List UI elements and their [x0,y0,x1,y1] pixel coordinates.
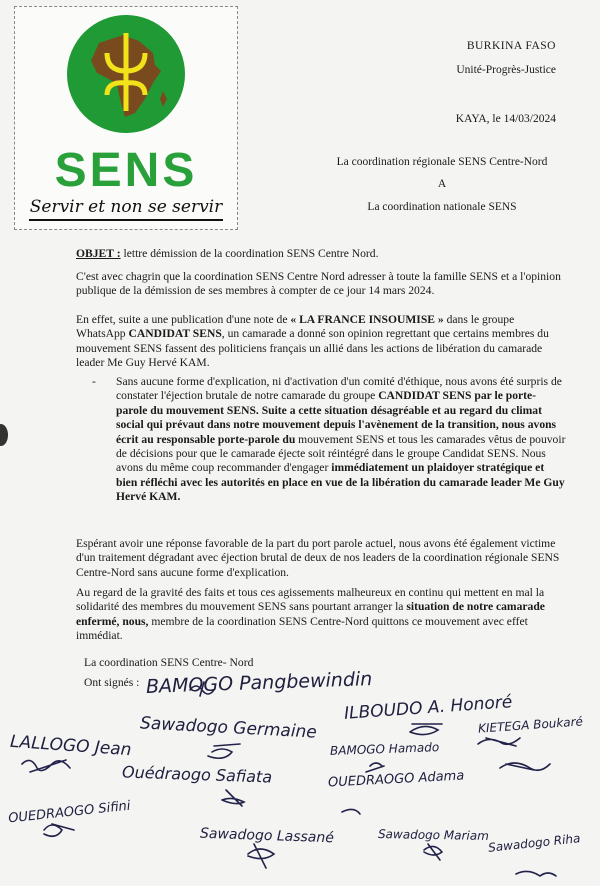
text-run-bold: CANDIDAT SENS [128,327,222,341]
signature-name: LALLOGO Jean [9,731,133,761]
text-run: Sans aucune forme d'explication, ni d'activation d'un comité d'éthique, nous avons été surpris de constater l'éjection brutale de notre camarade du groupe [116,375,562,403]
bullet-dash: - [92,375,96,388]
text-run: En effet, suite a une publication d'une note de [76,313,291,326]
text-run: dans le groupe WhatsApp [76,313,515,341]
header-country: BURKINA FASO [466,40,556,52]
paragraph-treatment: Espérant avoir une réponse favorable de la part du port parole actuel, nous avons été également victime d'un traitement dégradant avec éjection brutal de deux de nos leaders de la coordination régionale SENS Centre-Nord sans aucune forme d'explication. [76,537,560,579]
signature-name: Sawadogo Riha [487,831,581,855]
sens-logo [14,6,238,230]
africa-logo-icon [65,13,187,135]
signature-name: Ouédraogo Safiata [121,762,273,787]
paragraph-intro: C'est avec chagrin que la coordination SENS Centre Nord adresser à toute la famille SENS et a l'opinion publique de la démission de ses membres à compter de ce jour 14 mars 2024. [76,270,561,298]
text-run-bold: immédiatement un plaidoyer stratégique et bien réfléchi avec les autorités en place en vue de la libération du camarade leader Me Guy Hervé KAM. [116,461,565,504]
text-run: Au regard de la gravité des faits et tous ces agissements malheureux en continu qui mettent en mal la solidarité des membres du mouvement SENS sans pourtant arranger la [76,586,545,614]
text-run-bold: « LA FRANCE INSOUMISE » [290,313,444,326]
signature-name: Sawadogo Lassané [199,825,335,847]
subject-text: lettre démission de la coordination SENS Centre Nord. [120,247,379,260]
signature-name: BAMOGO Hamado [329,740,440,758]
bullet-text [116,375,566,505]
header-recipient: La coordination nationale SENS [367,201,517,213]
edge-dot [0,424,8,446]
text-run: membre de la coordination SENS Centre-Nord quittons ce mouvement avec effet immédiat. [76,614,528,643]
header-sender: La coordination régionale SENS Centre-Nord [336,156,548,168]
signature-name: ILBOUDO A. Honoré [343,692,513,724]
signature-name: Sawadogo Germaine [139,713,318,743]
signature-scribbles-icon [0,680,600,886]
signoff: La coordination SENS Centre- Nord [84,656,254,669]
paragraph-conclusion [76,586,566,644]
text-run: , un camarade a donné son opinion regrettant que certains membres du mouvement SENS fassent des politiciens français un allié dans les actions de libération du camarade leader Me Guy Hervé KAM. [76,327,549,370]
signature-name: BAMOGO Pangbewindin [145,668,373,698]
text-run-bold: situation de notre camarade enfermé, nous, [76,600,545,628]
text-run: mouvement SENS et tous les camarades vêtus de pouvoir de décisions pour que le camarade éjecte soit réintégré dans le groupe Candidat SENS. Nous avons du même coup recommander d'engager [116,432,566,475]
subject-label: OBJET : [76,247,121,260]
text-run-bold: CANDIDAT SENS par le porte-parole du mouvement SENS. Suite a cette situation désagréable et au regard du climat social qui prévaut dans notre mouvement depuis l'avènement de la transition, nous avons écrit au responsable porte-parole du [116,389,557,446]
letter-subject [76,247,566,261]
signature-name: OUEDRAOGO Adama [327,768,465,791]
logo-tagline: Servir et non se servir [29,197,223,217]
signature-name: KIETEGA Boukaré [477,714,584,736]
tagline-underline [29,219,223,221]
header-motto: Unité-Progrès-Justice [456,64,556,76]
header-a: A [437,178,447,190]
logo-wordmark: SENS [54,144,198,197]
signed-label: Ont signés : [84,676,140,689]
header-place-date: KAYA, le 14/03/2024 [455,113,556,125]
signature-name: OUEDRAOGO Sifini [7,798,132,827]
paragraph-context [76,313,566,371]
signature-name: Sawadogo Mariam [377,827,490,843]
